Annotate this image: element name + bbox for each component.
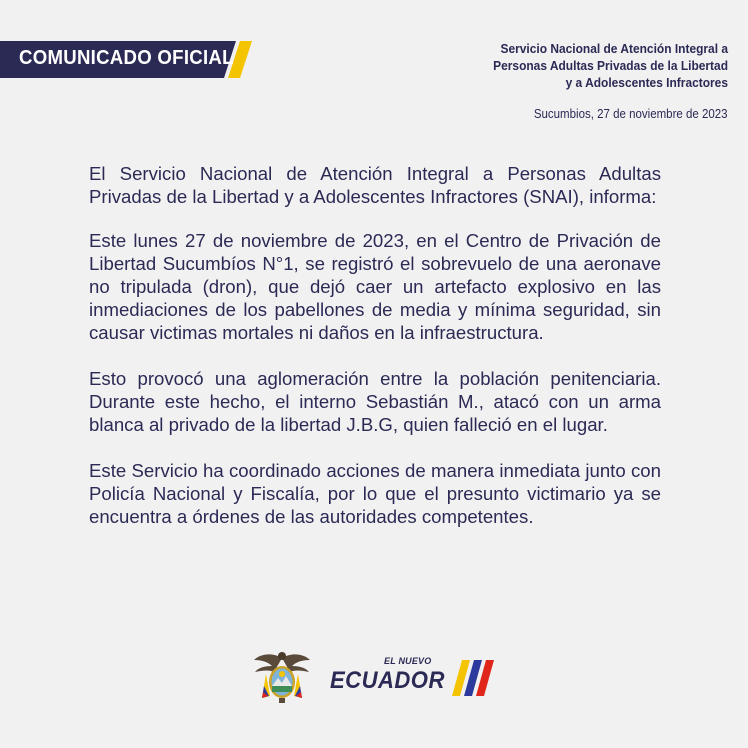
- institution-line: Servicio Nacional de Atención Integral a: [500, 41, 728, 56]
- official-communique-badge: [0, 41, 252, 78]
- body-paragraph: Esto provocó una aglomeración entre la población penitenciaria. Durante este hecho, el interno Sebastián M., atacó con un arma blanca al privado de la libertad J.B.G, quien falleció en el lugar.: [89, 368, 661, 435]
- institution-line: y a Adolescentes Infractores: [565, 75, 728, 90]
- el-nuevo-ecuador-logo: [330, 656, 500, 700]
- body-paragraph: Este lunes 27 de noviembre de 2023, en el Centro de Privación de Libertad Sucumbíos N°1, se registró el sobrevuelo de una aeronave no tripulada (dron), que dejó caer un artefacto explosivo en las inmediaciones de los pabellones de media y mínima seguridad, sin causar victimas mortales ni daños en la infraestructura.: [89, 230, 661, 343]
- logo-small-text: EL NUEVO: [384, 656, 432, 666]
- institution-line: Personas Adultas Privadas de la Libertad: [493, 58, 728, 73]
- ecuador-coat-of-arms-icon: [252, 648, 312, 706]
- body-paragraph: El Servicio Nacional de Atención Integral a Personas Adultas Privadas de la Libertad y a Adolescentes Infractores (SNAI), informa:: [89, 163, 661, 207]
- badge-label: COMUNICADO OFICIAL: [19, 47, 234, 69]
- institution-name: [434, 40, 728, 91]
- footer: [0, 648, 748, 708]
- communique-body: [89, 162, 661, 551]
- logo-main-text: ECUADOR: [330, 667, 445, 694]
- flag-stripes-icon: [450, 656, 498, 700]
- body-paragraph: Este Servicio ha coordinado acciones de manera inmediata junto con Policía Nacional y Fiscalía, por lo que el presunto victimario ya se encuentra a órdenes de las autoridades competentes.: [89, 460, 661, 527]
- place-date: Sucumbios, 27 de noviembre de 2023: [534, 107, 728, 121]
